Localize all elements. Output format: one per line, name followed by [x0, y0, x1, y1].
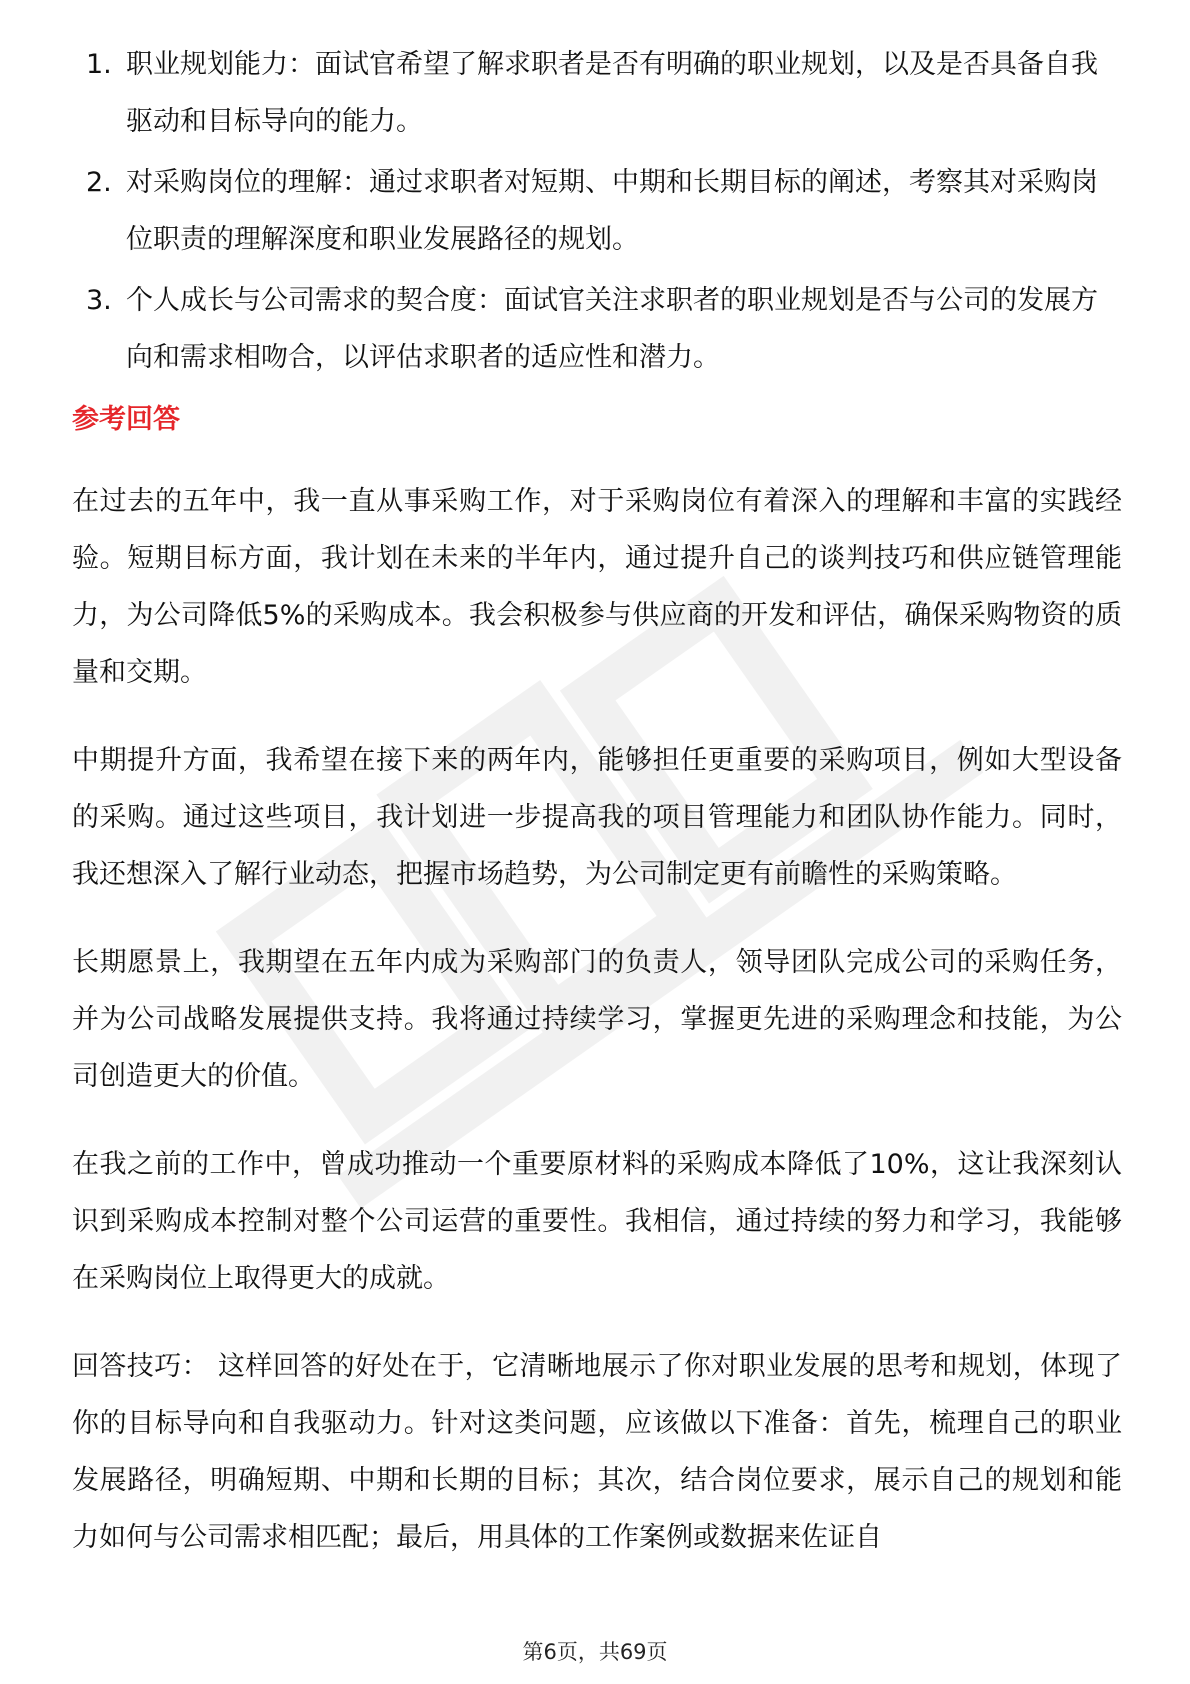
list-item-number: 1. — [86, 49, 112, 80]
list-item-number: 3. — [86, 285, 112, 316]
page-number-footer: 第6页，共69页 — [522, 1640, 668, 1664]
answer-paragraph: 长期愿景上，我期望在五年内成为采购部门的负责人，领导团队完成公司的采购任务，并为公司战略发展提供支持。我将通过持续学习，掌握更先进的采购理念和技能，为公司创造更大的价值。 — [72, 947, 1122, 1092]
list-item-text: 个人成长与公司需求的契合度：面试官关注求职者的职业规划是否与公司的发展方向和需求相吻合，以评估求职者的适应性和潜力。 — [126, 285, 1098, 373]
list-item — [72, 36, 1112, 150]
answer-paragraph: 中期提升方面，我希望在接下来的两年内，能够担任更重要的采购项目，例如大型设备的采购。通过这些项目，我计划进一步提高我的项目管理能力和团队协作能力。同时，我还想深入了解行业动态，把握市场趋势，为公司制定更有前瞻性的采购策略。 — [72, 745, 1122, 890]
list-item — [72, 154, 1112, 268]
list-item-text: 对采购岗位的理解：通过求职者对短期、中期和长期目标的阐述，考察其对采购岗位职责的理解深度和职业发展路径的规划。 — [126, 167, 1098, 255]
answer-paragraph: 在我之前的工作中，曾成功推动一个重要原材料的采购成本降低了10%，这让我深刻认识到采购成本控制对整个公司运营的重要性。我相信，通过持续的努力和学习，我能够在采购岗位上取得更大的成就。 — [72, 1149, 1122, 1294]
list-item-number: 2. — [86, 167, 112, 198]
reference-answer-body — [72, 473, 1122, 1597]
list-item-text: 职业规划能力：面试官希望了解求职者是否有明确的职业规划，以及是否具备自我驱动和目标导向的能力。 — [126, 49, 1098, 137]
answer-tips-paragraph: 回答技巧： 这样回答的好处在于，它清晰地展示了你对职业发展的思考和规划，体现了你的目标导向和自我驱动力。针对这类问题，应该做以下准备：首先，梳理自己的职业发展路径，明确短期、中期和长期的目标；其次，结合岗位要求，展示自己的规划和能力如何与公司需求相匹配；最后，用具体的工作案例或数据来佐证自 — [72, 1351, 1122, 1553]
list-item — [72, 272, 1112, 386]
answer-paragraph: 在过去的五年中，我一直从事采购工作，对于采购岗位有着深入的理解和丰富的实践经验。短期目标方面，我计划在未来的半年内，通过提升自己的谈判技巧和供应链管理能力，为公司降低5%的采购成本。我会积极参与供应商的开发和评估，确保采购物资的质量和交期。 — [72, 486, 1122, 688]
question-analysis-list — [72, 36, 1112, 390]
section-heading: 参考回答 — [72, 404, 180, 435]
